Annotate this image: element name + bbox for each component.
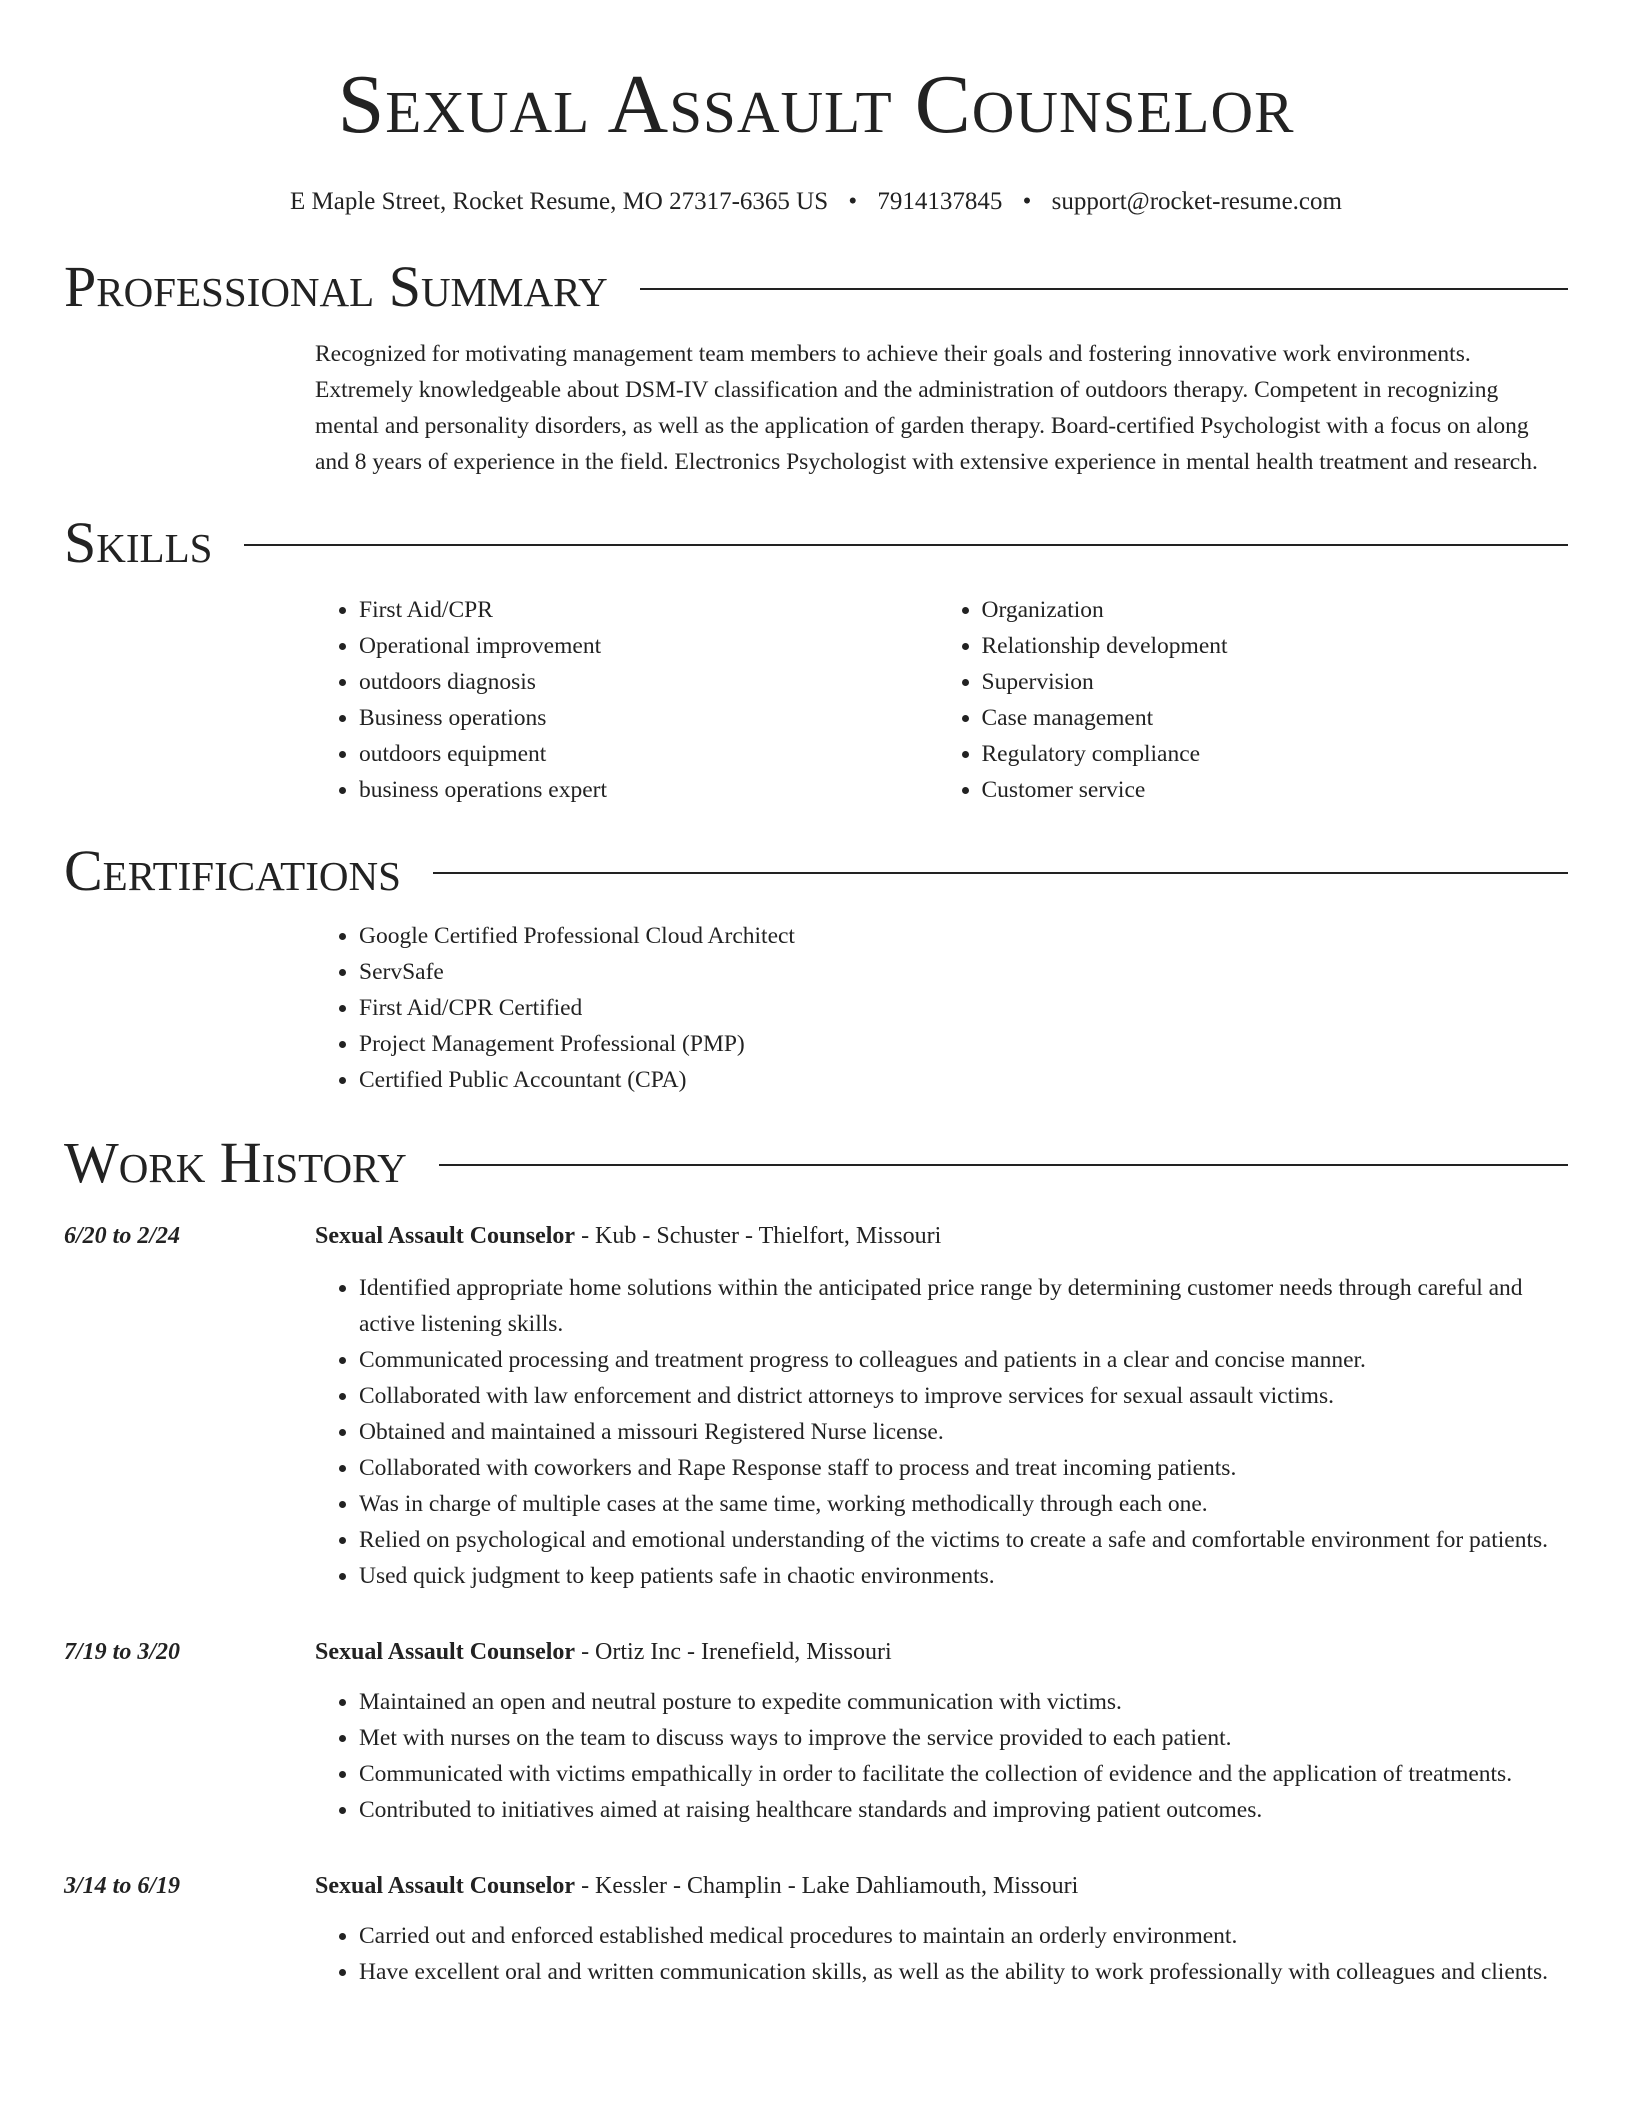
summary-heading: Professional Summary (64, 254, 608, 319)
skills-column-left (315, 592, 938, 808)
job-dates: 7/19 to 3/20 (64, 1639, 181, 1665)
job-bullet: • Obtained and maintained a missouri Registered Nurse license. (359, 1414, 1560, 1450)
skill-item: • Relationship development (982, 628, 1561, 664)
job-title: Sexual Assault Counselor (315, 1223, 576, 1249)
job-company: - Kessler - Champlin - Lake Dahliamouth, Missouri (575, 1873, 1079, 1899)
certification-item: • Google Certified Professional Cloud Architect (359, 918, 1560, 954)
job-title-line (315, 1868, 1560, 1904)
skill-item: • outdoors diagnosis (359, 664, 938, 700)
job-details (315, 1868, 1560, 1990)
job-bullet: • Relied on psychological and emotional understanding of the victims to create a safe and comfortable environment for patients. (359, 1522, 1560, 1558)
job-bullet: • Met with nurses on the team to discuss ways to improve the service provided to each patient. (359, 1720, 1560, 1756)
certifications-section-header (64, 838, 1568, 904)
job-bullet: • Collaborated with coworkers and Rape Response staff to process and treat incoming patients. (359, 1450, 1560, 1486)
summary-section-header (64, 254, 1568, 320)
work-heading: Work History (64, 1130, 407, 1195)
skill-item: • Customer service (982, 772, 1561, 808)
job-bullet: • Maintained an open and neutral posture to expedite communication with victims. (359, 1684, 1560, 1720)
skill-item: • Organization (982, 592, 1561, 628)
job-title-line (315, 1218, 1560, 1254)
skill-item: • Business operations (359, 700, 938, 736)
certifications-heading: Certifications (64, 838, 401, 903)
job-bullet: • Contributed to initiatives aimed at raising healthcare standards and improving patient outcomes. (359, 1792, 1560, 1828)
job-bullet: • Used quick judgment to keep patients safe in chaotic environments. (359, 1558, 1560, 1594)
skills-list (315, 592, 1560, 808)
job-bullet: • Have excellent oral and written communication skills, as well as the ability to work professionally with colleagues and clients. (359, 1954, 1560, 1990)
job-bullet: • Collaborated with law enforcement and district attorneys to improve services for sexual assault victims. (359, 1378, 1560, 1414)
job-bullets (315, 1918, 1560, 1990)
certifications-list (315, 918, 1560, 1098)
skill-item: • Regulatory compliance (982, 736, 1561, 772)
skills-section-header (64, 510, 1568, 576)
certification-item: • Project Management Professional (PMP) (359, 1026, 1560, 1062)
contact-address: E Maple Street, Rocket Resume, MO 27317-6365 US (290, 188, 829, 215)
skill-item: • business operations expert (359, 772, 938, 808)
skills-heading: Skills (64, 510, 213, 575)
skills-column-right (938, 592, 1561, 808)
section-divider (244, 544, 1568, 546)
certification-item: • Certified Public Accountant (CPA) (359, 1062, 1560, 1098)
section-divider (640, 288, 1568, 290)
skill-item: • First Aid/CPR (359, 592, 938, 628)
job-bullet: • Identified appropriate home solutions within the anticipated price range by determining customer needs through careful and active listening skills. (359, 1270, 1560, 1342)
contact-separator: • (1022, 188, 1032, 215)
skill-item: • Supervision (982, 664, 1561, 700)
job-company: - Kub - Schuster - Thielfort, Missouri (575, 1223, 942, 1249)
job-entry (64, 1868, 1568, 1990)
summary-text: Recognized for motivating management team members to achieve their goals and fostering innovative work environments. Extremely knowledgeable about DSM-IV classification and the administration of outdoors therapy. Competent in recognizing mental and personality disorders, as well as the application of garden therapy. Board-certified Psychologist with a focus on along and 8 years of experience in the field. Electronics Psychologist with extensive experience in mental health treatment and research. (315, 341, 1538, 475)
certification-item: • First Aid/CPR Certified (359, 990, 1560, 1026)
job-entry (64, 1218, 1568, 1594)
skill-item: • outdoors equipment (359, 736, 938, 772)
section-divider (433, 872, 1568, 874)
contact-separator: • (848, 188, 858, 215)
job-bullets (315, 1270, 1560, 1594)
job-bullet: • Communicated with victims empathically in order to facilitate the collection of evidence and the application of treatments. (359, 1756, 1560, 1792)
certification-item: • ServSafe (359, 954, 1560, 990)
job-title: Sexual Assault Counselor (315, 1873, 576, 1899)
section-divider (439, 1164, 1568, 1166)
job-details (315, 1218, 1560, 1594)
resume-name: Sexual Assault Counselor (337, 58, 1295, 151)
job-title: Sexual Assault Counselor (315, 1639, 576, 1665)
skill-item: • Operational improvement (359, 628, 938, 664)
work-section-header (64, 1130, 1568, 1196)
job-dates: 3/14 to 6/19 (64, 1873, 181, 1899)
job-entry (64, 1634, 1568, 1828)
job-title-line (315, 1634, 1560, 1670)
job-bullet: • Carried out and enforced established medical procedures to maintain an orderly environment. (359, 1918, 1560, 1954)
job-details (315, 1634, 1560, 1828)
job-bullets (315, 1684, 1560, 1828)
job-bullet: • Communicated processing and treatment progress to colleagues and patients in a clear and concise manner. (359, 1342, 1560, 1378)
job-dates: 6/20 to 2/24 (64, 1223, 181, 1249)
contact-line (64, 186, 1568, 218)
skill-item: • Case management (982, 700, 1561, 736)
job-company: - Ortiz Inc - Irenefield, Missouri (575, 1639, 892, 1665)
contact-email: support@rocket-resume.com (1051, 188, 1342, 215)
job-bullet: • Was in charge of multiple cases at the same time, working methodically through each one. (359, 1486, 1560, 1522)
contact-phone: 7914137845 (877, 188, 1003, 215)
